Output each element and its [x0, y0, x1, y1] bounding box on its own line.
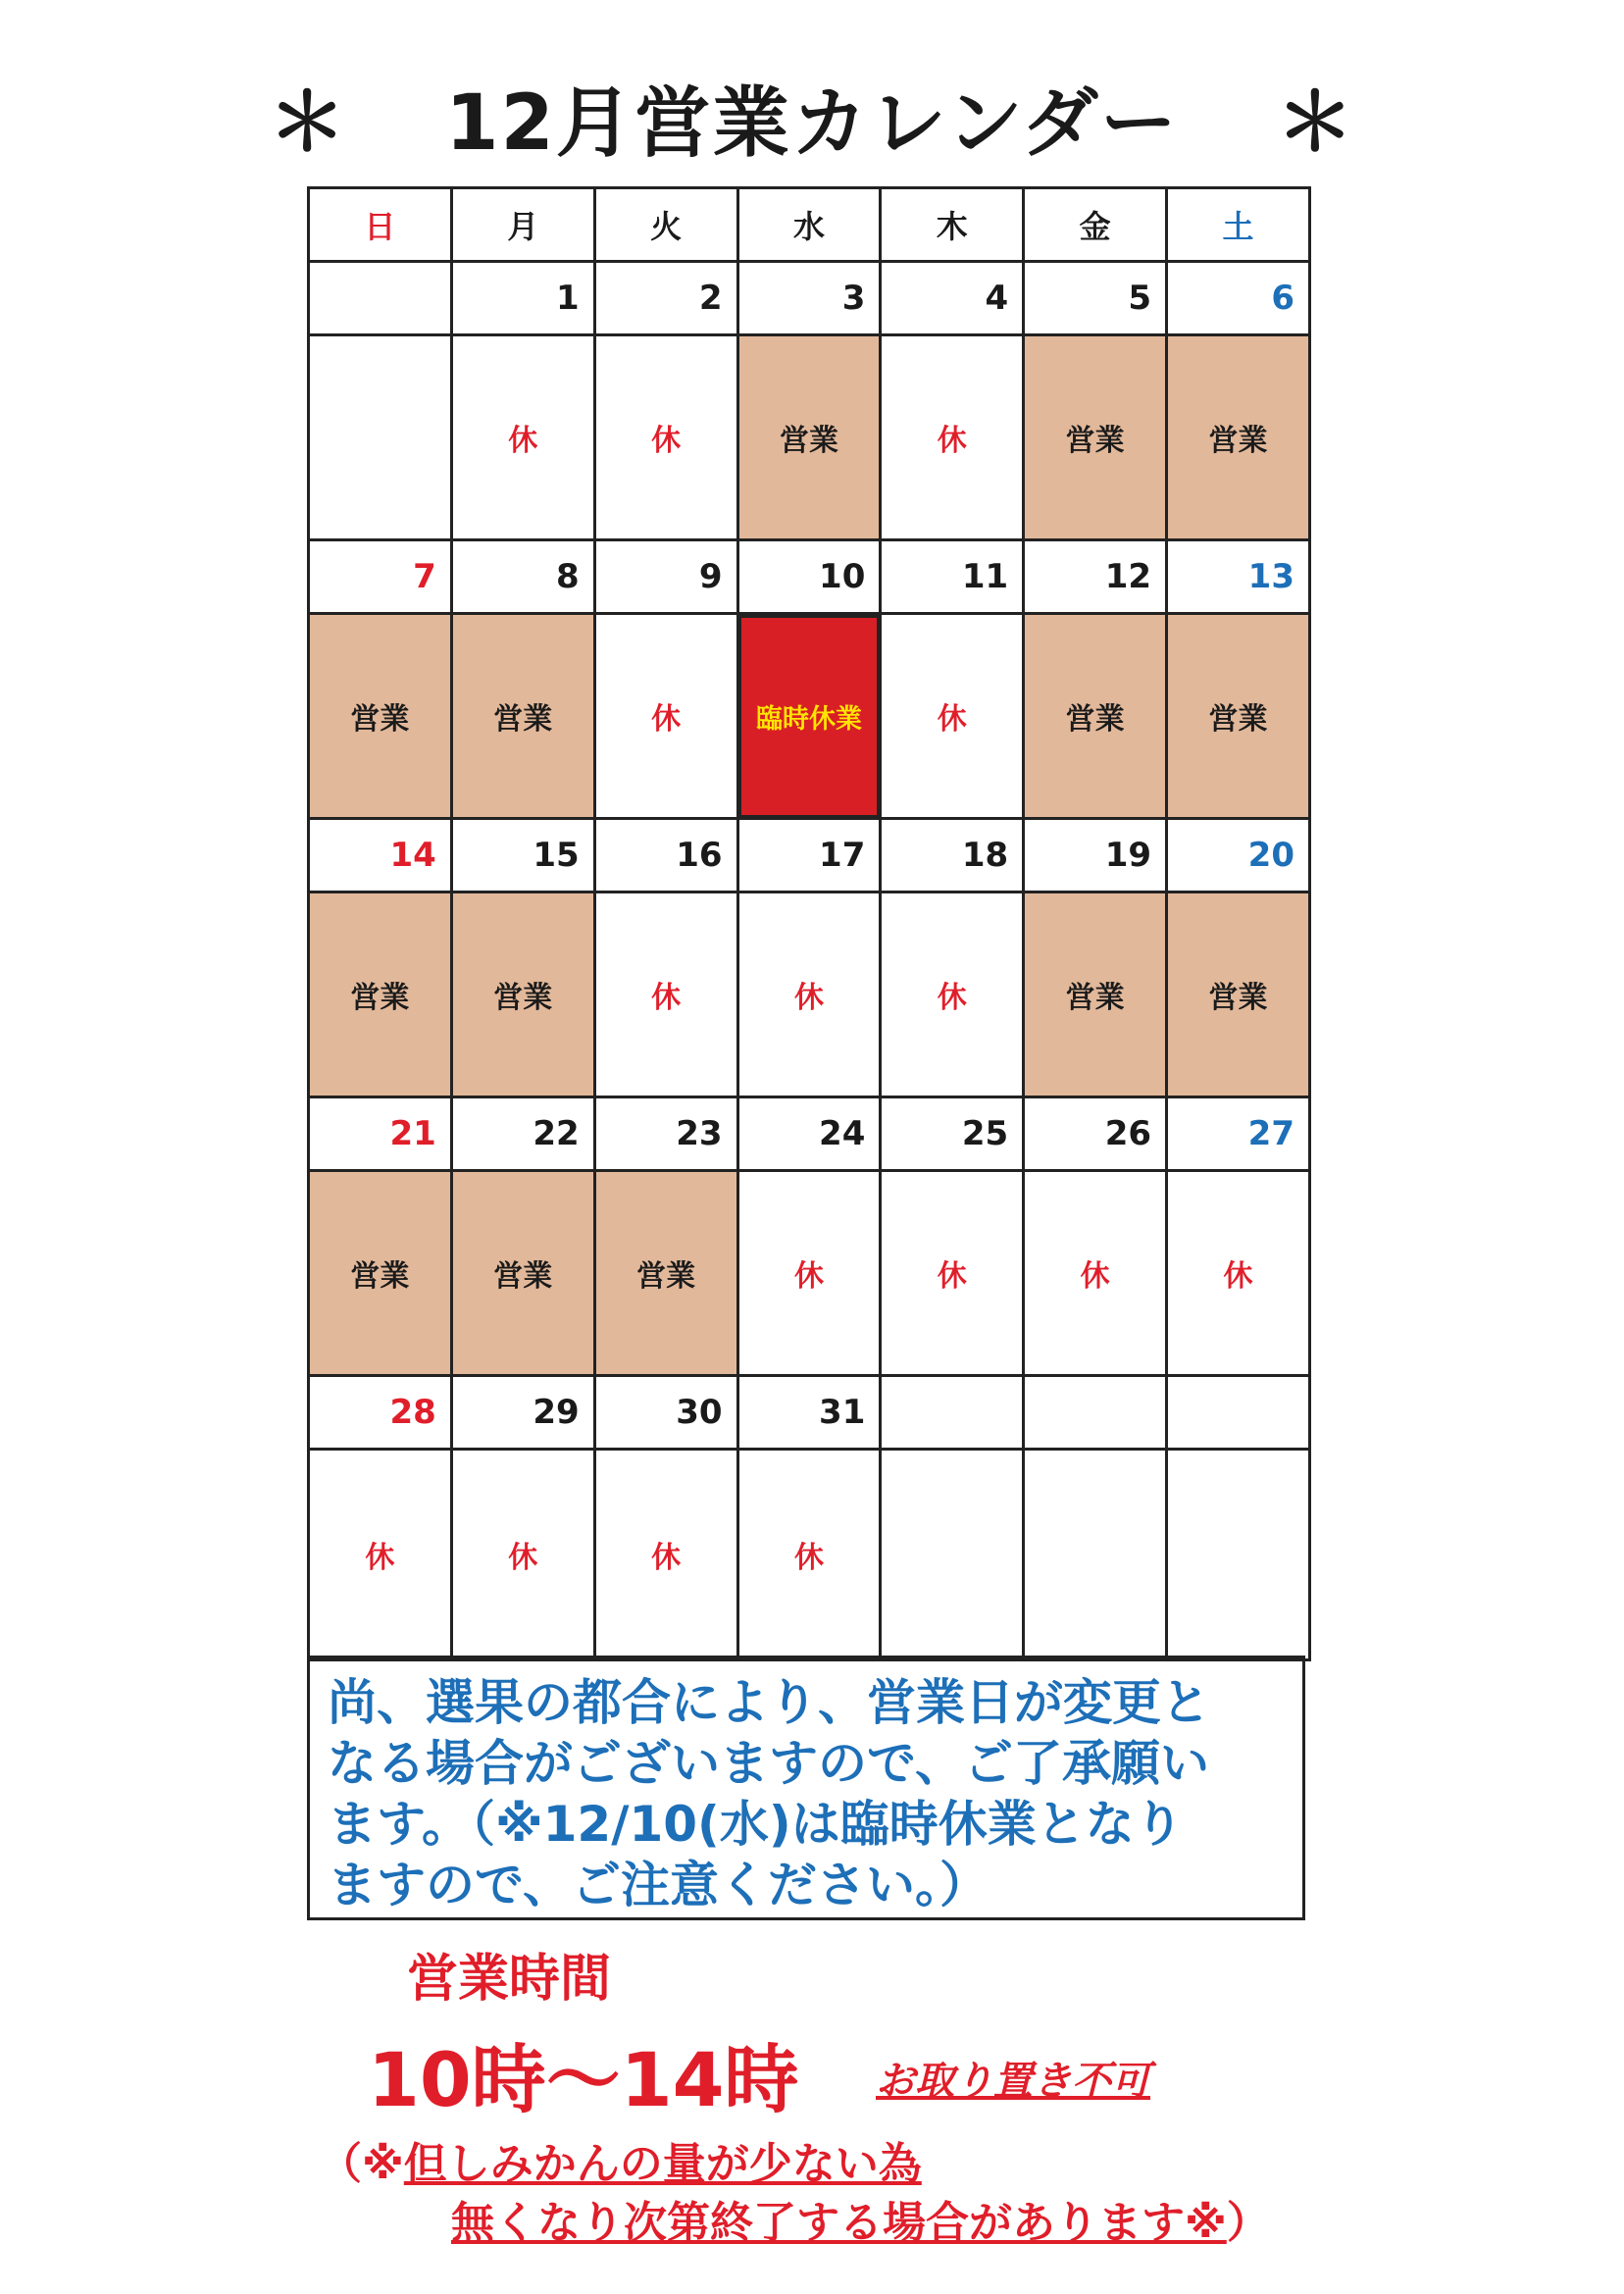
day-status-cell — [881, 1450, 1024, 1660]
day-status-label: 休 — [651, 1541, 682, 1575]
day-status-cell — [451, 1171, 594, 1376]
day-status-label: 営業 — [493, 1259, 553, 1294]
day-number: 13 — [1167, 540, 1310, 614]
day-status-label: 休 — [937, 702, 967, 737]
status-row — [309, 614, 1310, 819]
day-number: 8 — [451, 540, 594, 614]
day-status-cell — [881, 1171, 1024, 1376]
day-status-label: 営業 — [493, 702, 553, 737]
day-number: 3 — [737, 262, 881, 335]
day-status-label: 休 — [937, 981, 967, 1015]
day-status-cell — [451, 614, 594, 819]
day-number: 27 — [1167, 1097, 1310, 1171]
day-status-cell — [1024, 614, 1167, 819]
day-status-cell — [1167, 335, 1310, 540]
stock-note-line-2 — [451, 2187, 1270, 2250]
day-status-cell — [737, 1450, 881, 1660]
weekday-wed: 水 — [737, 188, 881, 262]
day-status-cell — [309, 614, 452, 819]
weekday-thu: 木 — [881, 188, 1024, 262]
date-row — [309, 262, 1310, 335]
day-status-label: 休 — [508, 424, 538, 458]
day-status-cell — [881, 892, 1024, 1097]
asterisk-right-icon: ＊ — [1275, 76, 1356, 168]
day-status-cell — [309, 1171, 452, 1376]
day-status-label: 営業 — [493, 981, 553, 1015]
asterisk-left-icon: ＊ — [268, 76, 349, 168]
day-status-cell — [309, 892, 452, 1097]
business-hours-time: 10時～14時 — [368, 2036, 799, 2123]
day-number: 30 — [594, 1376, 737, 1450]
day-status-label: 休 — [937, 424, 967, 458]
day-number: 31 — [737, 1376, 881, 1450]
day-status-label: 営業 — [1065, 424, 1125, 458]
day-status-label: 営業 — [636, 1259, 696, 1294]
day-number: 12 — [1024, 540, 1167, 614]
day-status-label: 営業 — [1065, 702, 1125, 737]
day-number: 26 — [1024, 1097, 1167, 1171]
day-number: 20 — [1167, 819, 1310, 892]
business-calendar — [307, 186, 1311, 1661]
day-status-cell — [881, 614, 1024, 819]
day-number: 19 — [1024, 819, 1167, 892]
day-number — [1167, 1376, 1310, 1450]
day-status-label: 休 — [937, 1259, 967, 1294]
day-status-cell — [594, 614, 737, 819]
day-status-label: 休 — [651, 702, 682, 737]
note-text-2: 無くなり次第終了する場合があります※ — [451, 2198, 1227, 2248]
day-status-cell — [1024, 1450, 1167, 1660]
no-reservation-note: お取り置き不可 — [876, 2059, 1150, 2104]
day-status-cell — [1024, 892, 1167, 1097]
status-row — [309, 892, 1310, 1097]
day-status-label: 臨時休業 — [755, 703, 862, 735]
day-number: 16 — [594, 819, 737, 892]
weekday-mon: 月 — [451, 188, 594, 262]
status-row — [309, 1171, 1310, 1376]
date-row — [309, 1376, 1310, 1450]
day-number — [1024, 1376, 1167, 1450]
day-status-cell — [737, 892, 881, 1097]
day-number: 22 — [451, 1097, 594, 1171]
day-status-label: 営業 — [350, 702, 410, 737]
weekday-header-row — [309, 188, 1310, 262]
title-text: 12月営業カレンダー — [445, 79, 1179, 168]
day-status-cell — [881, 335, 1024, 540]
day-status-label: 休 — [651, 981, 682, 1015]
notice-line: 尚、選果の都合により、営業日が変更と — [328, 1674, 1210, 1731]
day-status-label: 営業 — [1208, 424, 1268, 458]
day-status-label: 休 — [651, 424, 682, 458]
notice-line: ますので、ご注意ください。） — [328, 1857, 989, 1913]
day-number: 14 — [309, 819, 452, 892]
day-status-cell — [594, 1171, 737, 1376]
day-status-cell — [1024, 335, 1167, 540]
day-status-cell — [737, 1171, 881, 1376]
day-status-cell — [1024, 1171, 1167, 1376]
business-hours-label: 営業時間 — [407, 1950, 612, 2009]
status-row — [309, 1450, 1310, 1660]
day-status-label: 営業 — [1065, 981, 1125, 1015]
day-number: 1 — [451, 262, 594, 335]
day-status-cell — [737, 614, 881, 819]
day-number — [309, 262, 452, 335]
day-number: 10 — [737, 540, 881, 614]
day-number — [881, 1376, 1024, 1450]
notice-line: なる場合がございますので、ご了承願い — [328, 1735, 1209, 1792]
day-status-label: 休 — [793, 1259, 824, 1294]
day-number: 2 — [594, 262, 737, 335]
day-status-cell — [451, 335, 594, 540]
day-number: 6 — [1167, 262, 1310, 335]
date-row — [309, 540, 1310, 614]
day-number: 5 — [1024, 262, 1167, 335]
day-status-cell — [737, 335, 881, 540]
day-status-label: 営業 — [1208, 702, 1268, 737]
status-row — [309, 335, 1310, 540]
day-status-label: 休 — [793, 1541, 824, 1575]
day-status-cell — [309, 1450, 452, 1660]
day-number: 7 — [309, 540, 452, 614]
day-number: 4 — [881, 262, 1024, 335]
day-status-label: 営業 — [779, 424, 838, 458]
weekday-fri: 金 — [1024, 188, 1167, 262]
stock-note-line-1 — [319, 2128, 922, 2191]
notice-box — [307, 1656, 1305, 1920]
date-row — [309, 1097, 1310, 1171]
day-status-cell — [1167, 1171, 1310, 1376]
notice-line: ます。（※12/10(水)は臨時休業となり — [328, 1796, 1184, 1853]
day-number: 17 — [737, 819, 881, 892]
day-status-label: 休 — [508, 1541, 538, 1575]
day-status-cell — [1167, 892, 1310, 1097]
day-status-label: 営業 — [1208, 981, 1268, 1015]
day-number: 18 — [881, 819, 1024, 892]
day-number: 25 — [881, 1097, 1024, 1171]
day-status-cell — [594, 1450, 737, 1660]
day-number: 29 — [451, 1376, 594, 1450]
day-status-label: 休 — [793, 981, 824, 1015]
day-number: 9 — [594, 540, 737, 614]
weekday-tue: 火 — [594, 188, 737, 262]
day-status-cell — [451, 892, 594, 1097]
day-number: 21 — [309, 1097, 452, 1171]
day-status-label: 営業 — [350, 981, 410, 1015]
note-close-paren: ） — [1226, 2198, 1270, 2248]
day-number: 23 — [594, 1097, 737, 1171]
weekday-sun: 日 — [309, 188, 452, 262]
date-row — [309, 819, 1310, 892]
day-status-label: 休 — [1223, 1259, 1253, 1294]
day-status-cell — [594, 335, 737, 540]
page-title — [0, 59, 1624, 172]
note-text-1: 但しみかんの量が少ない為 — [403, 2139, 922, 2189]
day-number: 15 — [451, 819, 594, 892]
day-status-label: 休 — [365, 1541, 395, 1575]
day-number: 11 — [881, 540, 1024, 614]
day-status-cell — [309, 335, 452, 540]
day-status-label: 営業 — [350, 1259, 410, 1294]
note-open-paren: （※ — [319, 2139, 404, 2189]
day-status-label: 休 — [1080, 1259, 1110, 1294]
day-status-cell — [1167, 1450, 1310, 1660]
day-status-cell — [594, 892, 737, 1097]
day-status-cell — [451, 1450, 594, 1660]
weekday-sat: 土 — [1167, 188, 1310, 262]
day-status-cell — [1167, 614, 1310, 819]
day-number: 28 — [309, 1376, 452, 1450]
day-number: 24 — [737, 1097, 881, 1171]
